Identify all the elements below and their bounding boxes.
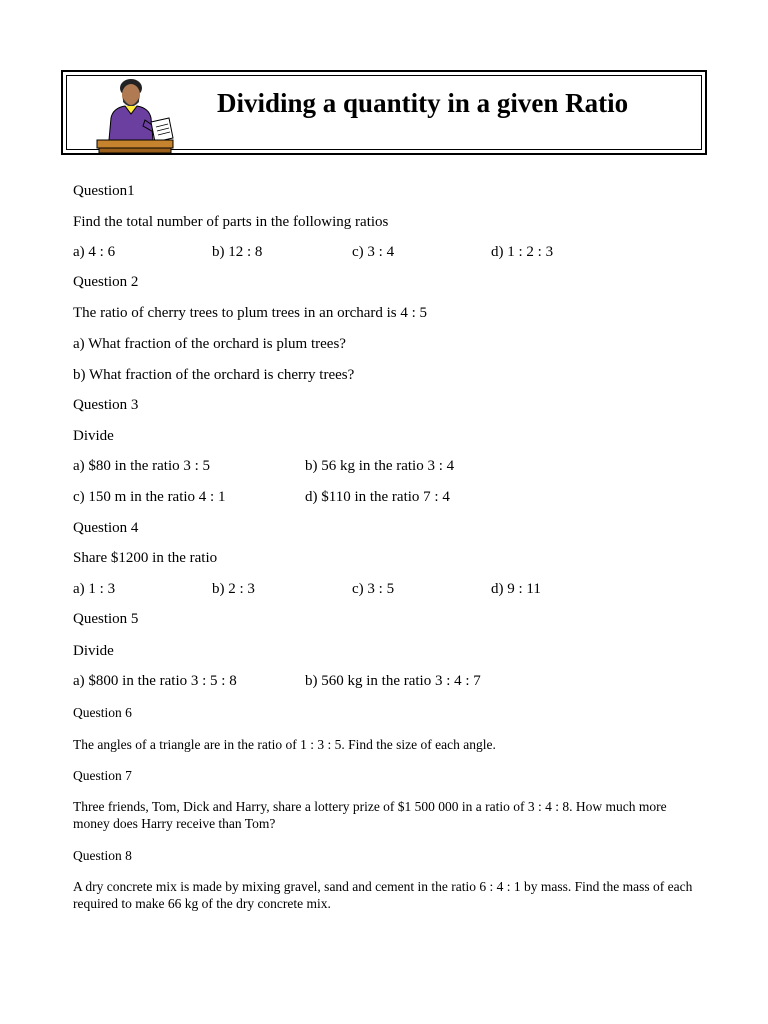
question-7-text: Three friends, Tom, Dick and Harry, share a lottery prize of $1 500 000 in a ratio of 3 : 4 : 8. How much more money does Harry receive than Tom? [73,799,667,831]
question-4-option-d: d) 9 : 11 [491,581,541,597]
question-1-option-a: a) 4 : 6 [73,244,116,260]
question-5-prompt: Divide [73,643,114,659]
question-5-part-a: a) $800 in the ratio 3 : 5 : 8 [73,673,237,689]
question-7-heading: Question 7 [73,768,132,783]
question-1-option-b: b) 12 : 8 [212,244,263,260]
question-3-prompt: Divide [73,428,114,444]
question-4-prompt: Share $1200 in the ratio [73,550,218,566]
question-1-heading: Question1 [73,183,135,199]
question-1-option-c: c) 3 : 4 [352,244,395,260]
question-3-heading: Question 3 [73,397,139,413]
question-1-prompt: Find the total number of parts in the following ratios [73,214,389,230]
question-1-option-d: d) 1 : 2 : 3 [491,244,554,260]
question-3-part-a: a) $80 in the ratio 3 : 5 [73,458,211,474]
question-4-heading: Question 4 [73,520,139,536]
question-8-text: A dry concrete mix is made by mixing gravel, sand and cement in the ratio 6 : 4 : 1 by mass. Find the mass of each required to make 66 kg of the dry concrete mix. [73,879,693,911]
question-2-part-a: a) What fraction of the orchard is plum trees? [73,336,346,352]
question-3-part-c: c) 150 m in the ratio 4 : 1 [73,489,226,505]
question-4-option-a: a) 1 : 3 [73,581,116,597]
question-5-heading: Question 5 [73,611,139,627]
title-box-inner-border [66,75,702,150]
question-2-part-b: b) What fraction of the orchard is cherry trees? [73,367,355,383]
question-3-part-d: d) $110 in the ratio 7 : 4 [305,489,450,505]
question-4-option-c: c) 3 : 5 [352,581,395,597]
question-5-part-b: b) 560 kg in the ratio 3 : 4 : 7 [305,673,481,689]
question-6-heading: Question 6 [73,705,132,720]
title-box [61,70,707,155]
page-title: Dividing a quantity in a given Ratio [217,88,629,118]
question-8-heading: Question 8 [73,848,132,863]
question-6-text: The angles of a triangle are in the ratio of 1 : 3 : 5. Find the size of each angle. [73,737,496,752]
question-4-option-b: b) 2 : 3 [212,581,255,597]
question-2-prompt: The ratio of cherry trees to plum trees in an orchard is 4 : 5 [73,305,428,321]
question-3-part-b: b) 56 kg in the ratio 3 : 4 [305,458,455,474]
question-2-heading: Question 2 [73,274,139,290]
teacher-at-desk-clipart [95,78,175,154]
